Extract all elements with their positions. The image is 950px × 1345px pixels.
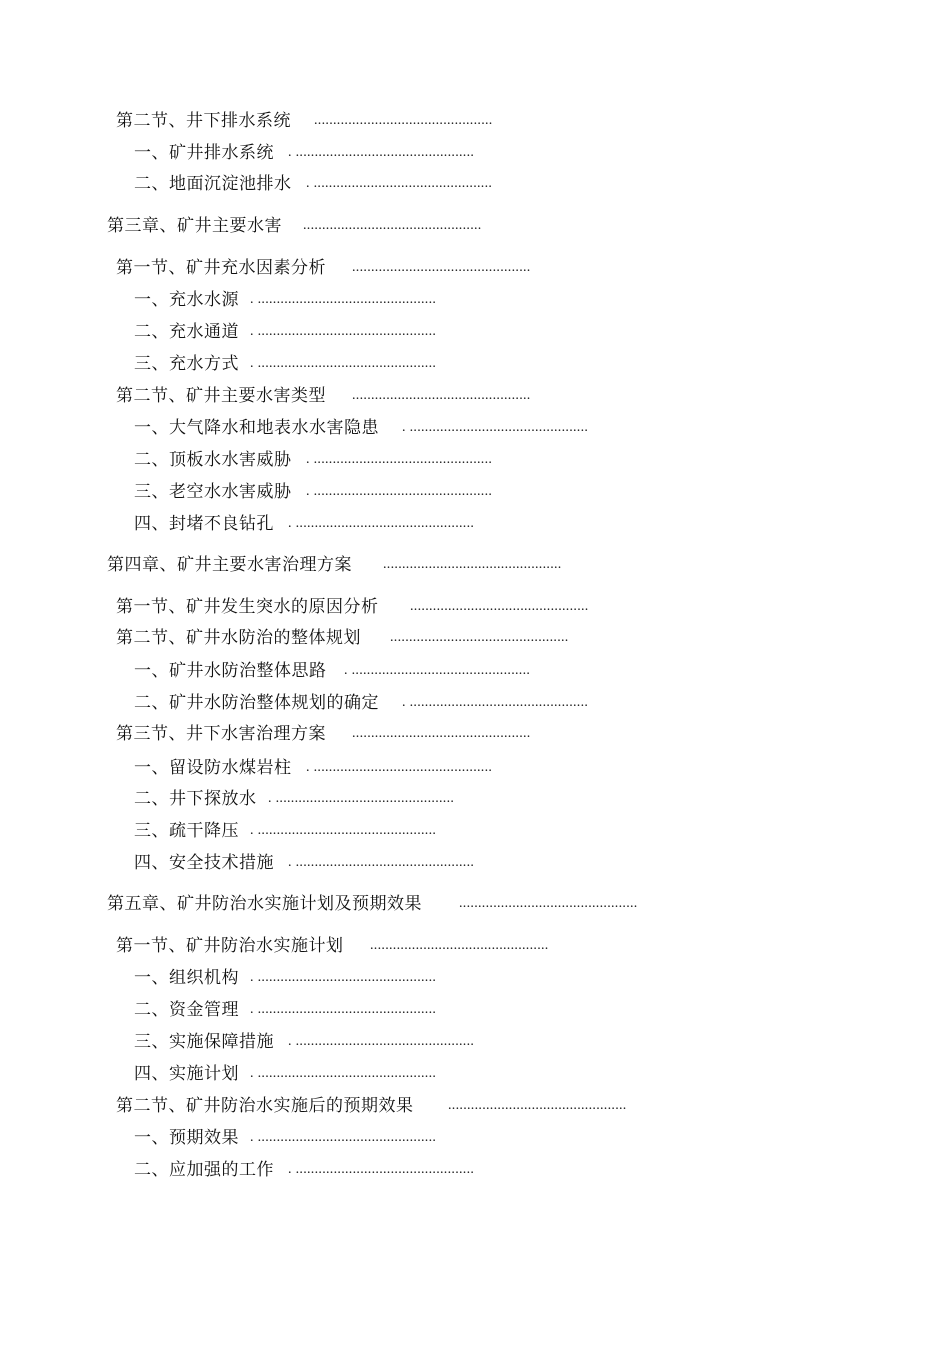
toc-leader-dots: ............................................... (448, 1098, 627, 1113)
toc-entry-title: 三、充水方式 (134, 354, 239, 374)
toc-entry-section (116, 256, 531, 280)
toc-entry-item (134, 998, 437, 1022)
toc-entry-title: 一、留设防水煤岩柱 (134, 758, 292, 778)
toc-leader-dots: . ............................................... (402, 420, 589, 435)
toc-entry-title: 第一节、矿井防治水实施计划 (116, 936, 344, 956)
toc-entry-chapter (107, 892, 638, 916)
toc-leader-dots: . ............................................... (288, 1162, 475, 1177)
toc-entry-title: 第二节、矿井防治水实施后的预期效果 (116, 1096, 414, 1116)
toc-entry-title: 第一节、矿井发生突水的原因分析 (116, 597, 379, 617)
toc-entry-title: 二、顶板水水害威胁 (134, 450, 292, 470)
toc-entry-item (134, 352, 437, 376)
toc-entry-item (134, 172, 493, 196)
toc-entry-title: 一、大气降水和地表水水害隐患 (134, 418, 379, 438)
toc-leader-dots: . ............................................... (288, 516, 475, 531)
toc-leader-dots: ............................................... (303, 218, 482, 233)
toc-leader-dots: ............................................... (314, 113, 493, 128)
toc-entry-title: 第五章、矿井防治水实施计划及预期效果 (107, 894, 422, 914)
toc-entry-item (134, 1030, 475, 1054)
toc-entry-section (116, 722, 531, 746)
toc-leader-dots: . ............................................... (402, 695, 589, 710)
toc-entry-item (134, 1158, 475, 1182)
toc-entry-title: 第二节、井下排水系统 (116, 111, 291, 131)
toc-leader-dots: . ............................................... (306, 176, 493, 191)
toc-leader-dots: . ............................................... (250, 292, 437, 307)
toc-entry-title: 第四章、矿井主要水害治理方案 (107, 555, 352, 575)
toc-entry-title: 四、实施计划 (134, 1064, 239, 1084)
toc-leader-dots: . ............................................... (250, 1130, 437, 1145)
toc-leader-dots: . ............................................... (306, 484, 493, 499)
toc-entry-title: 二、充水通道 (134, 322, 239, 342)
toc-entry-title: 第三章、矿井主要水害 (107, 216, 282, 236)
toc-entry-item (134, 756, 493, 780)
toc-entry-title: 第一节、矿井充水因素分析 (116, 258, 326, 278)
toc-leader-dots: . ............................................... (250, 970, 437, 985)
toc-entry-item (134, 851, 475, 875)
toc-leader-dots: ............................................... (383, 557, 562, 572)
toc-entry-title: 四、封堵不良钻孔 (134, 514, 274, 534)
toc-entry-item (134, 416, 589, 440)
toc-leader-dots: . ............................................... (250, 1066, 437, 1081)
toc-entry-title: 一、组织机构 (134, 968, 239, 988)
toc-entry-chapter (107, 553, 562, 577)
toc-leader-dots: ............................................... (370, 938, 549, 953)
toc-leader-dots: . ............................................... (250, 823, 437, 838)
toc-entry-title: 三、老空水水害威胁 (134, 482, 292, 502)
toc-leader-dots: ............................................... (352, 260, 531, 275)
toc-leader-dots: . ............................................... (288, 855, 475, 870)
toc-entry-item (134, 966, 437, 990)
toc-entry-item (134, 1062, 437, 1086)
toc-entry-title: 第二节、矿井主要水害类型 (116, 386, 326, 406)
toc-entry-title: 二、应加强的工作 (134, 1160, 274, 1180)
toc-leader-dots: ............................................... (352, 726, 531, 741)
toc-leader-dots: . ............................................... (250, 324, 437, 339)
toc-leader-dots: . ............................................... (250, 1002, 437, 1017)
toc-entry-section (116, 626, 569, 650)
toc-entry-title: 一、矿井水防治整体思路 (134, 661, 327, 681)
toc-entry-item (134, 141, 475, 165)
toc-entry-item (134, 320, 437, 344)
toc-leader-dots: ............................................... (459, 896, 638, 911)
toc-entry-title: 二、地面沉淀池排水 (134, 174, 292, 194)
toc-entry-title: 二、资金管理 (134, 1000, 239, 1020)
toc-leader-dots: . ............................................... (306, 760, 493, 775)
toc-entry-item (134, 480, 493, 504)
toc-leader-dots: ............................................... (390, 630, 569, 645)
toc-entry-item (134, 659, 531, 683)
toc-entry-item (134, 787, 455, 811)
toc-entry-section (116, 109, 493, 133)
toc-entry-title: 第二节、矿井水防治的整体规划 (116, 628, 361, 648)
toc-leader-dots: . ............................................... (288, 1034, 475, 1049)
toc-entry-item (134, 691, 589, 715)
toc-entry-item (134, 512, 475, 536)
toc-entry-title: 一、充水水源 (134, 290, 239, 310)
toc-entry-section (116, 384, 531, 408)
toc-entry-section (116, 595, 589, 619)
toc-entry-title: 三、疏干降压 (134, 821, 239, 841)
toc-entry-section (116, 1094, 627, 1118)
toc-entry-item (134, 448, 493, 472)
toc-entry-title: 二、井下探放水 (134, 789, 257, 809)
toc-entry-item (134, 1126, 437, 1150)
toc-entry-item (134, 819, 437, 843)
toc-entry-title: 四、安全技术措施 (134, 853, 274, 873)
toc-entry-title: 一、矿井排水系统 (134, 143, 274, 163)
toc-entry-title: 二、矿井水防治整体规划的确定 (134, 693, 379, 713)
toc-leader-dots: ............................................... (410, 599, 589, 614)
toc-leader-dots: . ............................................... (306, 452, 493, 467)
toc-leader-dots: . ............................................... (344, 663, 531, 678)
toc-entry-title: 第三节、井下水害治理方案 (116, 724, 326, 744)
toc-entry-title: 一、预期效果 (134, 1128, 239, 1148)
toc-entry-item (134, 288, 437, 312)
toc-leader-dots: . ............................................... (288, 145, 475, 160)
toc-leader-dots: . ............................................... (268, 791, 455, 806)
toc-entry-title: 三、实施保障措施 (134, 1032, 274, 1052)
toc-entry-section (116, 934, 549, 958)
toc-leader-dots: . ............................................... (250, 356, 437, 371)
toc-entry-chapter (107, 214, 482, 238)
toc-leader-dots: ............................................... (352, 388, 531, 403)
